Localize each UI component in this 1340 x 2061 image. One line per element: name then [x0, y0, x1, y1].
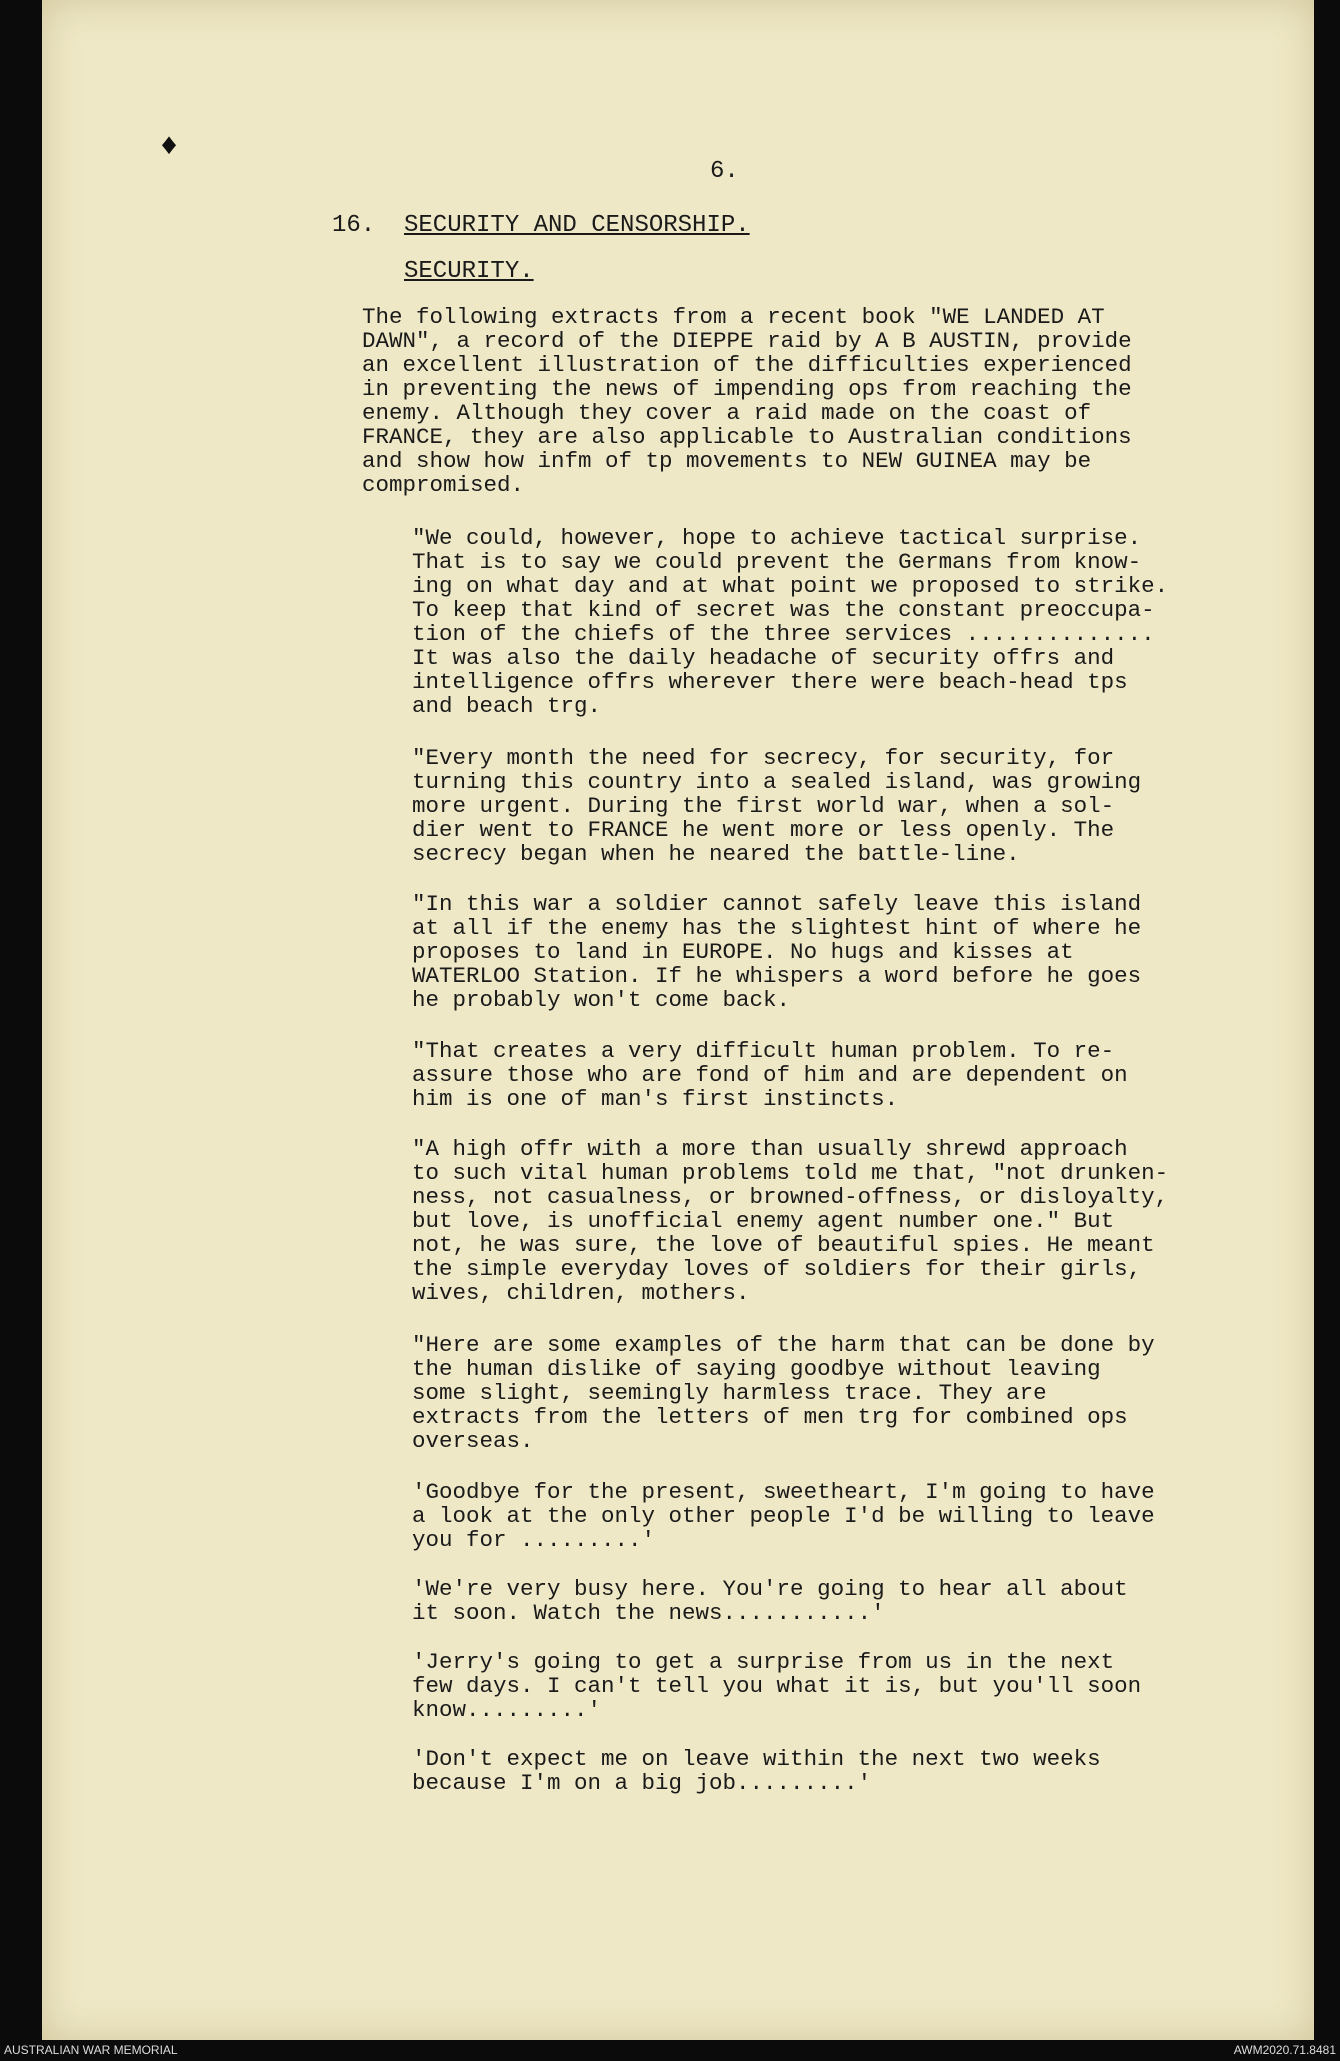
- text-line: It was also the daily headache of security offrs and: [412, 645, 1115, 671]
- text-line: it soon. Watch the news...........': [412, 1600, 885, 1626]
- text-line: overseas.: [412, 1428, 534, 1454]
- text-line: more urgent. During the first world war, when a sol-: [412, 793, 1115, 819]
- paragraph: [412, 1333, 1155, 1453]
- document-page: [42, 0, 1314, 2040]
- paragraph: [412, 892, 1141, 1012]
- text-line: "Every month the need for secrecy, for security, for: [412, 745, 1115, 771]
- paragraph: [412, 1137, 1168, 1305]
- text-line: an excellent illustration of the difficulties experienced: [362, 352, 1132, 378]
- text-line: WATERLOO Station. If he whispers a word before he goes: [412, 963, 1142, 989]
- text-line: to such vital human problems told me that, "not drunken-: [412, 1160, 1169, 1186]
- text-line: not, he was sure, the love of beautiful spies. He meant: [412, 1232, 1155, 1258]
- text-line: proposes to land in EUROPE. No hugs and kisses at: [412, 939, 1074, 965]
- text-line: the simple everyday loves of soldiers for their girls,: [412, 1256, 1142, 1282]
- text-line: and beach trg.: [412, 693, 602, 719]
- paragraph: [412, 1747, 1101, 1795]
- text-line: because I'm on a big job.........': [412, 1770, 872, 1796]
- text-line: wives, children, mothers.: [412, 1280, 750, 1306]
- text-line: assure those who are fond of him and are dependent on: [412, 1062, 1128, 1088]
- text-line: FRANCE, they are also applicable to Australian conditions: [362, 424, 1132, 450]
- paragraph: [412, 1480, 1155, 1552]
- text-line: the human dislike of saying goodbye without leaving: [412, 1356, 1101, 1382]
- text-line: some slight, seemingly harmless trace. They are: [412, 1380, 1047, 1406]
- text-line: ing on what day and at what point we proposed to strike.: [412, 573, 1169, 599]
- paragraph: [412, 746, 1141, 866]
- paragraph: [412, 526, 1168, 718]
- text-line: 'We're very busy here. You're going to hear all about: [412, 1576, 1128, 1602]
- text-line: and show how infm of tp movements to NEW GUINEA may be: [362, 448, 1092, 474]
- text-line: 'Goodbye for the present, sweetheart, I'm going to have: [412, 1479, 1155, 1505]
- text-line: 'Don't expect me on leave within the next two weeks: [412, 1746, 1101, 1772]
- text-line: he probably won't come back.: [412, 987, 791, 1013]
- text-line: secrecy began when he neared the battle-line.: [412, 841, 1020, 867]
- text-line: you for .........': [412, 1527, 656, 1553]
- ink-mark: ♦: [160, 130, 179, 164]
- text-line: know.........': [412, 1697, 602, 1723]
- text-line: a look at the only other people I'd be willing to leave: [412, 1503, 1155, 1529]
- text-line: turning this country into a sealed island, was growing: [412, 769, 1142, 795]
- text-line: "That creates a very difficult human problem. To re-: [412, 1038, 1115, 1064]
- text-line: compromised.: [362, 472, 525, 498]
- text-line: in preventing the news of impending ops from reaching the: [362, 376, 1132, 402]
- text-line: "We could, however, hope to achieve tactical surprise.: [412, 525, 1142, 551]
- text-line: "In this war a soldier cannot safely leave this island: [412, 891, 1142, 917]
- text-line: but love, is unofficial enemy agent number one." But: [412, 1208, 1115, 1234]
- text-line: ness, not casualness, or browned-offness, or disloyalty,: [412, 1184, 1169, 1210]
- text-line: 'Jerry's going to get a surprise from us in the next: [412, 1649, 1115, 1675]
- footer-accession-number: AWM2020.71.8481: [1233, 2043, 1336, 2057]
- text-line: dier went to FRANCE he went more or less openly. The: [412, 817, 1115, 843]
- subsection-title: SECURITY.: [404, 258, 534, 285]
- text-line: "Here are some examples of the harm that can be done by: [412, 1332, 1155, 1358]
- footer-archive-name: AUSTRALIAN WAR MEMORIAL: [4, 2043, 178, 2057]
- text-line: That is to say we could prevent the Germans from know-: [412, 549, 1142, 575]
- paragraph: [412, 1039, 1128, 1111]
- text-line: at all if the enemy has the slightest hint of where he: [412, 915, 1142, 941]
- text-line: DAWN", a record of the DIEPPE raid by A B AUSTIN, provide: [362, 328, 1132, 354]
- text-line: enemy. Although they cover a raid made on the coast of: [362, 400, 1092, 426]
- page-number: 6.: [710, 158, 739, 185]
- text-line: him is one of man's first instincts.: [412, 1086, 899, 1112]
- paragraph: [362, 305, 1132, 497]
- paragraph: [412, 1577, 1128, 1625]
- text-line: few days. I can't tell you what it is, but you'll soon: [412, 1673, 1142, 1699]
- section-title: SECURITY AND CENSORSHIP.: [404, 212, 750, 239]
- section-number: 16.: [332, 212, 376, 239]
- text-line: tion of the chiefs of the three services ..............: [412, 621, 1155, 647]
- paragraph: [412, 1650, 1141, 1722]
- text-line: To keep that kind of secret was the constant preoccupa-: [412, 597, 1155, 623]
- text-line: extracts from the letters of men trg for combined ops: [412, 1404, 1128, 1430]
- text-line: intelligence offrs wherever there were beach-head tps: [412, 669, 1128, 695]
- text-line: "A high offr with a more than usually shrewd approach: [412, 1136, 1128, 1162]
- text-line: The following extracts from a recent book "WE LANDED AT: [362, 304, 1105, 330]
